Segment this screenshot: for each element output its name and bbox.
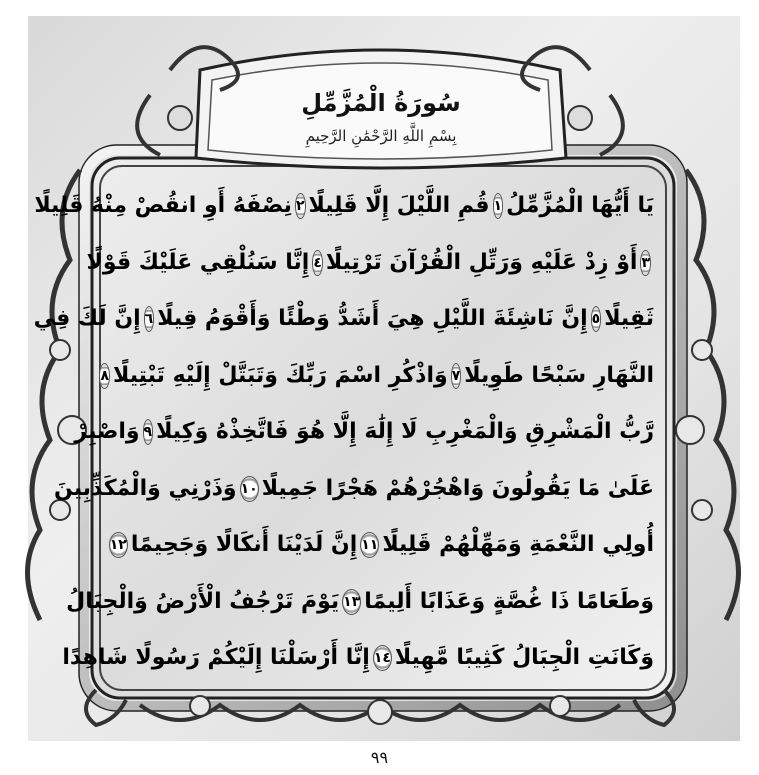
verse-text: إِنَّ لَكَ فِي <box>33 306 141 331</box>
verse-line <box>100 352 654 400</box>
verse-line <box>33 295 654 343</box>
ayah-number-marker: ١٠ <box>240 476 259 502</box>
verse-line <box>34 182 654 230</box>
verse-text: عَلَىٰ مَا يَقُولُونَ وَاهْجُرْهُمْ هَجْرًا جَمِيلًا <box>261 475 654 501</box>
verse-line <box>66 578 654 626</box>
verse-text: وَكَانَتِ الْجِبَالُ كَثِيبًا مَّهِيلًا <box>394 645 654 670</box>
ayah-number-marker: ١ <box>493 193 504 219</box>
ayah-number-marker: ٢ <box>295 193 306 219</box>
verse-text: أَوْ زِدْ عَلَيْهِ وَرَتِّلِ الْقُرْآنَ تَرْتِيلًا <box>325 249 638 275</box>
verse-text: وَاصْبِرْ <box>74 419 140 444</box>
verse-text: وَذَرْنِي وَالْمُكَذِّبِينَ <box>54 475 237 501</box>
ayah-number-marker: ٤ <box>312 250 323 276</box>
verse-text: وَاذْكُرِ اسْمَ رَبِّكَ وَتَبَتَّلْ إِلَيْهِ تَبْتِيلًا <box>113 362 448 388</box>
verse-text: يَا أَيُّهَا الْمُزَّمِّلُ <box>506 193 654 218</box>
ayah-number-marker: ٣ <box>640 250 651 276</box>
verse-text: أُولِي النَّعْمَةِ وَمَهِّلْهُمْ قَلِيلًا <box>382 532 654 557</box>
ayah-number-marker: ١١ <box>360 532 379 558</box>
ayah-number-marker: ٥ <box>591 306 602 332</box>
ayah-number-marker: ٩ <box>143 419 154 445</box>
ayah-number-marker: ١٣ <box>342 589 361 615</box>
verse-text: إِنَّ لَدَيْنَا أَنكَالًا وَجَحِيمًا <box>130 532 358 557</box>
verse-line <box>86 239 654 287</box>
ayah-number-marker: ٧ <box>451 363 462 389</box>
verse-line <box>74 408 654 456</box>
verse-text: رَّبُّ الْمَشْرِقِ وَالْمَغْرِبِ لَا إِلَٰهَ إِلَّا هُوَ فَاتَّخِذْهُ وَكِيلًا <box>156 419 654 444</box>
verse-text: إِنَّ نَاشِئَةَ اللَّيْلِ هِيَ أَشَدُّ وَطْئًا وَأَقْوَمُ قِيلًا <box>157 306 588 331</box>
ayah-number-marker: ٦ <box>144 306 155 332</box>
verse-text: إِنَّا أَرْسَلْنَا إِلَيْكُمْ رَسُولًا شَاهِدًا <box>62 645 370 670</box>
verse-text: قُمِ اللَّيْلَ إِلَّا قَلِيلًا <box>308 193 490 218</box>
ayah-number-marker: ١٢ <box>109 532 128 558</box>
verse-text: النَّهَارِ سَبْحًا طَوِيلًا <box>464 362 654 388</box>
verse-text: إِنَّا سَنُلْقِي عَلَيْكَ قَوْلًا <box>86 249 310 275</box>
basmala: بِسْمِ اللَّهِ الرَّحْمَٰنِ الرَّحِيمِ <box>305 127 457 145</box>
verse-line <box>109 521 654 569</box>
ayah-number-marker: ١٤ <box>373 645 392 671</box>
verse-line <box>54 465 654 513</box>
verse-text: ثَقِيلًا <box>604 306 654 331</box>
page-number: ٩٩ <box>370 748 389 767</box>
verse-line <box>62 634 654 682</box>
verse-text: يَوْمَ تَرْجُفُ الْأَرْضُ وَالْجِبَالُ <box>66 588 340 614</box>
verse-text: نِصْفَهُ أَوِ انقُصْ مِنْهُ قَلِيلًا <box>34 193 292 218</box>
ayah-number-marker: ٨ <box>99 363 110 389</box>
title-cartouche <box>212 66 550 164</box>
verse-text-panel <box>33 172 658 688</box>
verse-text: وَطَعَامًا ذَا غُصَّةٍ وَعَذَابًا أَلِيمًا <box>364 588 654 614</box>
surah-title: سُورَةُ الْمُزَّمِّلِ <box>301 89 461 117</box>
